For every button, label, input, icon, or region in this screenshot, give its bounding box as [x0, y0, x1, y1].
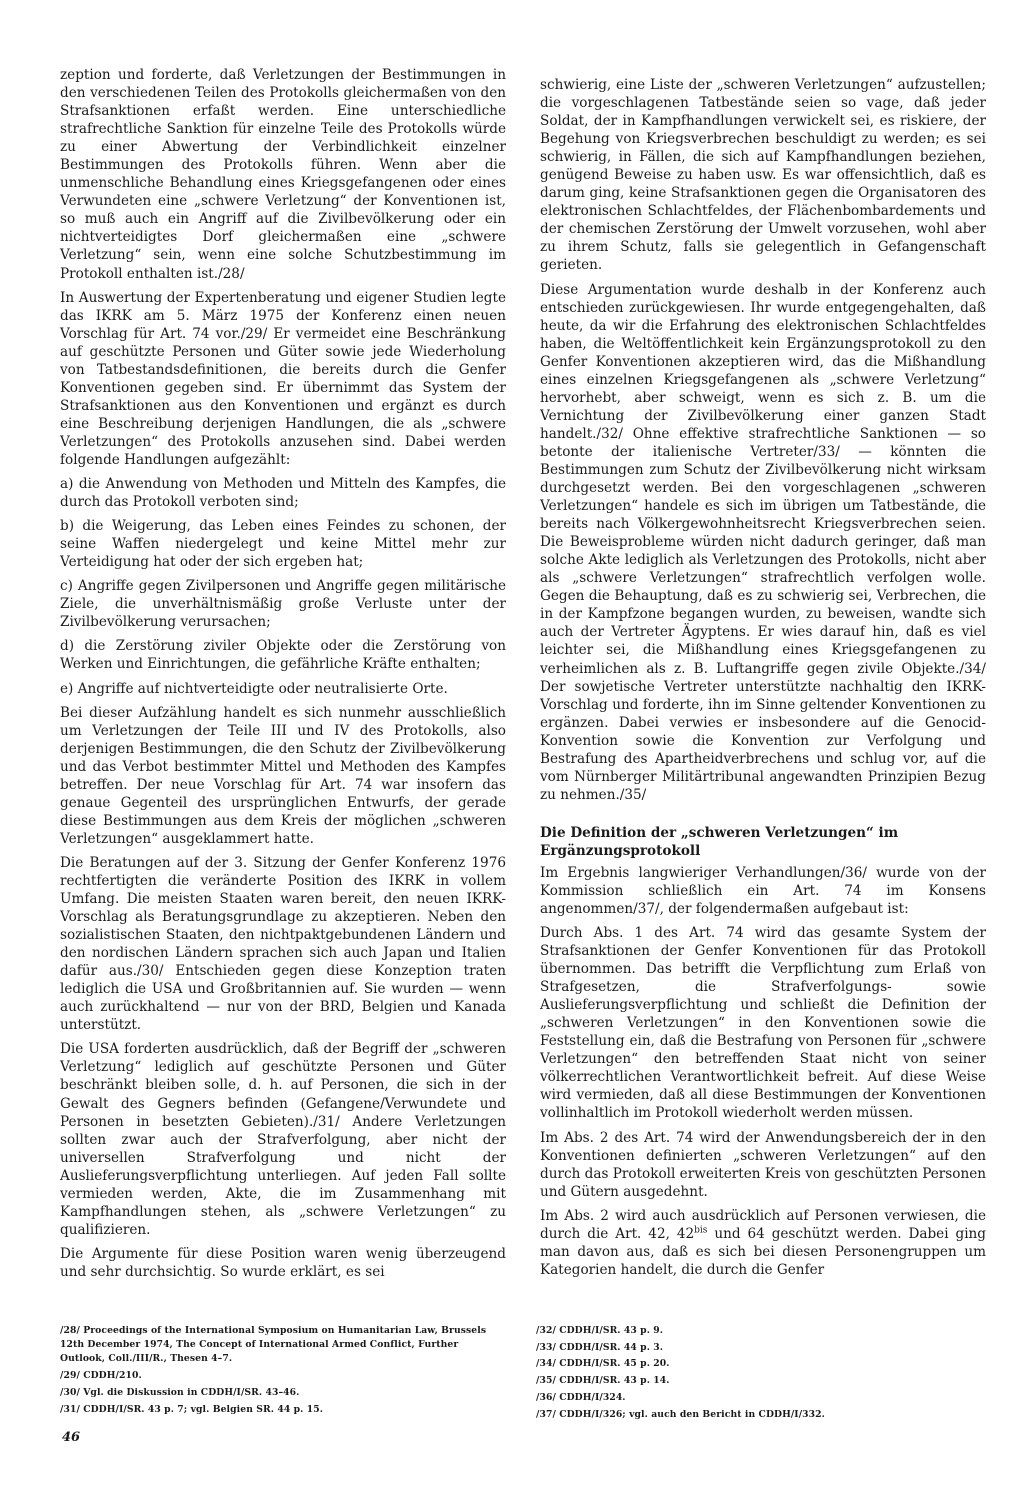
paragraph: In Auswertung der Expertenberatung und eigener Studien legte das IKRK am 5. März 1975 der Konferenz einen neuen Vorschlag für Art. 74 vor./29/ Er vermeidet eine Beschränkung auf geschützte Personen und Güter sowie jede Wiederholung von Tatbestandsdefinitionen, die bereits durch die Genfer Konventionen gegeben sind. Er übernimmt das System der Strafsanktionen aus den Konventionen und ergänzt es durch eine Beschreibung derjenigen Handlungen, die als „schwere Verletzungen“ des Protokolls anzusehen sind. Dabei werden folgende Handlungen aufgezählt:: [60, 289, 506, 468]
paragraph: zeption und forderte, daß Verletzungen der Bestimmungen in den verschiedenen Teilen des Protokolls gleichermaßen von den Strafsanktionen erfaßt werden. Eine unterschiedliche strafrechtliche Sanktion für einzelne Teile des Protokolls würde zu einer Abwertung der Verbindlichkeit einzelner Bestimmungen des Protokolls führen. Wenn aber die unmenschliche Behandlung eines Kriegsgefangenen oder eines Verwundeten eine „schwere Verletzung“ der Konventionen ist, so muß auch ein Angriff auf die Zivilbevölkerung oder ein nichtverteidigtes Dorf gleichermaßen eine „schwere Verletzung“ sein, wenn eine solche Schutzbestimmung im Protokoll enthalten ist./28/: [60, 67, 506, 282]
paragraph: Diese Argumentation wurde deshalb in der Konferenz auch entschieden zurückgewiesen. Ihr wurde entgegengehalten, daß heute, da wir die Erfahrung des elektronischen Schlachtfeldes haben, die Weltöffentlichkeit kein Ergänzungsprotokoll zu den Genfer Konventionen akzeptieren wird, das die Mißhandlung eines einzelnen Kriegsgefangenen als „schwere Verletzung“ hervorhebt, aber schweigt, wenn es sich z. B. um die Vernichtung der Zivilbevölkerung einer ganzen Stadt handelt./32/ Ohne effektive strafrechtliche Sanktionen — so betonte der italienische Vertreter/33/ — könnten die Bestimmungen zum Schutz der Zivilbevölkerung nicht wirksam durchgesetzt werden. Bei den vorgeschlagenen „schweren Verletzungen“ handele es sich im übrigen um Tatbestände, die bereits nach Völkergewohnheitsrecht Kriegsverbrechen seien. Die Beweisprobleme würden nicht dadurch geringer, daß man solche Akte lediglich als Verletzungen des Protokolls, nicht aber als „schwere Verletzungen“ strafrechtlich verfolgen wolle. Gegen die Behauptung, daß es zu schwierig sei, Verbrechen, die in der Kampfzone begangen wurden, zu beweisen, wandte sich auch der Vertreter Ägyptens. Er wies darauf hin, daß es viel leichter sei, die Mißhandlung eines Kriegsgefangenen zu verheimlichen als z. B. Luftangriffe gegen zivile Objekte./34/ Der sowjetische Vertreter unterstützte nachhaltig den IKRK-Vorschlag und forderte, ihn im Sinne geltender Konventionen zu ergänzen. Dabei verwies er insbesondere auf die Genocid-Konvention sowie die Konvention zur Verfolgung und Bestrafung des Apartheidverbrechens und schlug vor, auf die vom Nürnberger Militärtribunal angewandten Prinzipien Bezug zu nehmen./35/: [540, 281, 986, 803]
paragraph: [540, 1207, 986, 1279]
section-heading: Die Definition der „schweren Verletzungen“ im Ergänzungsprotokoll: [540, 824, 899, 859]
paragraph: Im Ergebnis langwieriger Verhandlungen/36/ wurde von der Kommission schließlich ein Art. 74 im Konsens angenommen/37/, der folgendermaßen aufgebaut ist:: [540, 864, 986, 917]
list-item: b) die Weigerung, das Leben eines Feindes zu schonen, der seine Waffen niedergelegt und keine Mittel mehr zur Verteidigung hat oder der sich ergeben hat;: [60, 518, 506, 571]
list-item: a) die Anwendung von Methoden und Mitteln des Kampfes, die durch das Protokoll verboten sind;: [60, 476, 506, 511]
footnotes-right: [536, 1324, 982, 1424]
footnote: /30/ Vgl. die Diskussion in CDDH/I/SR. 43–46.: [60, 1386, 300, 1398]
paragraph: Bei dieser Aufzählung handelt es sich nunmehr ausschließlich um Verletzungen der Teile III und IV des Protokolls, also derjenigen Bestimmungen, die den Schutz der Zivilbevölkerung und das Verbot bestimmter Mittel und Methoden des Kampfes betreffen. Der neue Vorschlag für Art. 74 war insofern das genaue Gegenteil des ursprünglichen Entwurfs, der gerade diese Bestimmungen aus dem Kreis der möglichen „schweren Verletzungen“ ausgeklammert hatte.: [60, 704, 506, 847]
text-run: Im Abs. 2 wird auch ausdrücklich auf Personen verwiesen, die durch die Art. 42, 42: [540, 1207, 986, 1242]
footnote: /28/ Proceedings of the International Symposium on Humanitarian Law, Brussels 12th December 1974, The Concept of International Armed Conflict, Further Outlook, Coll./III/R., Thesen 4–7.: [60, 1325, 487, 1365]
footnote: /34/ CDDH/I/SR. 45 p. 20.: [536, 1358, 670, 1370]
paragraph: Im Abs. 2 des Art. 74 wird der Anwendungsbereich der in den Konventionen definierten „schweren Verletzungen“ auf den durch das Protokoll erweiterten Kreis von geschützten Personen und Gütern ausgedehnt.: [540, 1129, 986, 1200]
footnote: /29/ CDDH/210.: [60, 1370, 142, 1382]
footnote: /36/ CDDH/I/324.: [536, 1391, 626, 1403]
paragraph: Die Beratungen auf der 3. Sitzung der Genfer Konferenz 1976 rechtfertigten die veränderte Position des IKRK in vollem Umfang. Die meisten Staaten waren bereit, den neuen IKRK-Vorschlag als Beratungsgrundlage zu akzeptieren. Neben den sozialistischen Staaten, den nichtpaktgebundenen Ländern und den nordischen Ländern sprachen sich auch Japan und Italien dafür aus./30/ Entschieden gegen diese Konzeption traten lediglich die USA und Großbritannien auf. Sie wurden — wenn auch zurückhaltend — nur von der BRD, Belgien und Kanada unterstützt.: [60, 854, 506, 1034]
footnote: /32/ CDDH/I/SR. 43 p. 9.: [536, 1325, 664, 1336]
superscript: bis: [694, 1225, 708, 1236]
footnote: /33/ CDDH/I/SR. 44 p. 3.: [536, 1341, 664, 1353]
paragraph: Die Argumente für diese Position waren wenig überzeugend und sehr durchsichtig. So wurde erklärt, es sei: [60, 1245, 506, 1280]
list-item: c) Angriffe gegen Zivilpersonen und Angriffe gegen militärische Ziele, die unverhältnismäßig große Verluste unter der Zivilbevölkerung verursachen;: [60, 578, 506, 631]
footnote: /35/ CDDH/I/SR. 43 p. 14.: [536, 1375, 670, 1387]
page-number: 46: [62, 1430, 81, 1445]
footnote: /31/ CDDH/I/SR. 43 p. 7; vgl. Belgien SR. 44 p. 15.: [60, 1403, 324, 1415]
paragraph: Die USA forderten ausdrücklich, daß der Begriff der „schweren Verletzung“ lediglich auf geschützte Personen und Güter beschränkt bleiben solle, d. h. auf Personen, die sich in der Gewalt des Gegners befinden (Gefangene/Verwundete und Personen in besetzten Gebieten)./31/ Andere Verletzungen sollten zwar auch der Strafverfolgung, aber nicht der universellen Strafverfolgung und nicht der Auslieferungsverpflichtung unterliegen. Auf jeden Fall sollte vermieden werden, Akte, die im Zusammenhang mit Kampfhandlungen stehen, als „schwere Verletzungen“ zu qualifizieren.: [60, 1041, 506, 1238]
right-column: [540, 76, 986, 1285]
left-column: [60, 66, 506, 1287]
paragraph: Durch Abs. 1 des Art. 74 wird das gesamte System der Strafsanktionen der Genfer Konventionen für das Protokoll übernommen. Das betrifft die Verpflichtung zum Erlaß von Strafgesetzen, die Strafverfolgungs- sowie Auslieferungsverpflichtung und schließt die Definition der „schweren Verletzungen“ in den Konventionen sowie die Feststellung ein, daß die Bestrafung von Personen für „schwere Verletzungen“ den betreffenden Staat nicht von seiner völkerrechtlichen Verantwortlichkeit befreit. Auf diese Weise wird vermieden, daß all diese Bestimmungen der Konventionen vollinhaltlich im Protokoll wiederholt werden müssen.: [540, 925, 986, 1122]
paragraph: schwierig, eine Liste der „schweren Verletzungen“ aufzustellen; die vorgeschlagenen Tatbestände seien so vage, daß jeder Soldat, der in Kampfhandlungen verwickelt sei, es riskiere, der Begehung von Kriegsverbrechen beschuldigt zu werden; es sei schwierig, in Fällen, die sich auf Kampfhandlungen beziehen, genügend Beweise zu haben usw. Es war offensichtlich, daß es darum ging, keine Strafsanktionen gegen die Organisatoren des elektronischen Schlachtfeldes, der Flächenbombardements und der chemischen Zerstörung der Umwelt vorzusehen, wohl aber zu ihrem Schutz, falls sie gelegentlich in Gefangenschaft gerieten.: [540, 77, 986, 274]
footnote: /37/ CDDH/I/326; vgl. auch den Bericht in CDDH/I/332.: [536, 1408, 825, 1420]
list-item: d) die Zerstörung ziviler Objekte oder die Zerstörung von Werken und Einrichtungen, die gefährliche Kräfte enthalten;: [60, 638, 506, 673]
footnotes-left: [60, 1324, 506, 1419]
list-item: e) Angriffe auf nichtverteidigte oder neutralisierte Orte.: [60, 680, 448, 697]
text-run: und 64 geschützt werden. Dabei ging man davon aus, daß es sich bei diesen Personengruppen um Kategorien handelt, die durch die Genfer: [540, 1225, 986, 1278]
